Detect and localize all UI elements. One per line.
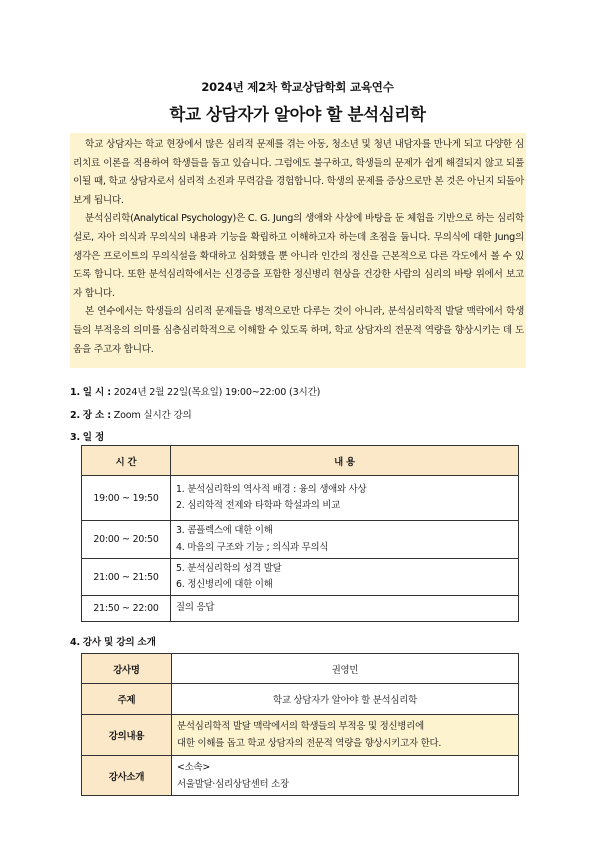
content-value [172, 715, 519, 756]
event-subtitle: 2024년 제2차 학교상담학회 교육연수 [201, 80, 394, 94]
content-line: 분석심리학적 발달 맥락에서의 학생들의 부적응 및 정신병리에 [177, 721, 424, 732]
info-date-value: 2024년 2월 22일(목요일) 19:00~22:00 (3시간) [113, 387, 321, 398]
info-date-key: 일 시 : [82, 387, 111, 398]
table-row [82, 756, 519, 796]
intro-paragraph-3: 본 연수에서는 학생들의 심리적 문제들을 병적으로만 다루는 것이 아니라, 분석심리학적 발달 맥락에서 학생들의 부적응의 의미를 심층심리학적으로 이해할 수 있도록 하며, 학교 상담자의 전문적 역량을 향상시키는 데 도움을 주고자 합니다. [73, 306, 524, 355]
lecture-heading-key: 강사 및 강의 소개 [82, 637, 156, 648]
schedule-line: 5. 분석심리학의 성격 발달 [176, 562, 282, 574]
table-row [82, 559, 519, 596]
bio-line: 서울발달·심리상담센터 소장 [177, 778, 289, 790]
schedule-line: 질의 응답 [176, 602, 215, 614]
schedule-line: 4. 마음의 구조와 기능 ; 의식과 무의식 [176, 541, 329, 553]
topic-value: 학교 상담자가 알아야 할 분석심리학 [172, 684, 519, 715]
topic-label: 주제 [82, 684, 172, 715]
intro-paragraph-1: 학교 상담자는 학교 현장에서 많은 심리적 문제를 겪는 아동, 청소년 및 청년 내담자를 만나게 되고 다양한 심리치료 이론을 적용하여 학생들을 돕고 있습니다. 그럼에도 불구하고, 학생들의 문제가 쉽게 해결되지 않고 되풀이될 때, 학교 상담자로서 심리적 소진과 무력감을 경험합니다. 학생의 문제를 증상으로만 본 것은 아닌지 되돌아보게 됩니다. [73, 139, 524, 206]
info-date-num: 1. [70, 387, 80, 398]
page-title: 학교 상담자가 알아야 할 분석심리학 [169, 105, 426, 124]
schedule-table [81, 445, 519, 622]
schedule-heading-num: 3. [70, 432, 80, 443]
instructor-name: 권영민 [172, 654, 519, 684]
schedule-content [171, 596, 519, 622]
schedule-header-time: 시 간 [82, 446, 171, 476]
table-row [82, 684, 519, 715]
schedule-time: 20:00 ~ 20:50 [82, 521, 171, 559]
table-row [82, 521, 519, 559]
intro-box [70, 133, 526, 368]
schedule-header-row [82, 446, 519, 476]
schedule-header-content: 내 용 [171, 446, 519, 476]
info-place-value: Zoom 실시간 강의 [113, 410, 192, 421]
table-row [82, 715, 519, 756]
schedule-time: 19:00 ~ 19:50 [82, 476, 171, 521]
schedule-heading-key: 일 정 [82, 432, 105, 443]
schedule-line: 2. 심리학적 전제와 타학파 학설과의 비교 [176, 500, 341, 511]
schedule-heading [70, 429, 104, 443]
info-place [70, 407, 192, 421]
schedule-time: 21:00 ~ 21:50 [82, 559, 171, 596]
info-place-key: 장 소 : [82, 410, 111, 421]
instructor-label: 강사명 [82, 654, 172, 684]
lecture-heading-num: 4. [70, 637, 80, 648]
bio-label: 강사소개 [82, 756, 172, 796]
schedule-content [171, 521, 519, 559]
bio-value [172, 756, 519, 796]
schedule-content [171, 476, 519, 521]
schedule-line: 6. 정신병리에 대한 이해 [176, 579, 273, 590]
content-line: 대한 이해를 돕고 학교 상담자의 전문적 역량을 향상시키고자 한다. [177, 738, 442, 749]
lecture-table [81, 653, 519, 796]
info-date [70, 384, 320, 398]
table-row [82, 596, 519, 622]
schedule-line: 1. 분석심리학의 역사적 배경 : 융의 생애와 사상 [176, 483, 367, 495]
schedule-line: 3. 콤플렉스에 대한 이해 [176, 525, 273, 536]
schedule-time: 21:50 ~ 22:00 [82, 596, 171, 622]
intro-paragraph-2: 분석심리학(Analytical Psychology)은 C. G. Jung의 생애와 사상에 바탕을 둔 체험을 기반으로 하는 심리학설로, 자아 의식과 무의식의 내용과 기능을 확립하고 이해하고자 하는데 초점을 둡니다. 무의식에 대한 Jung의 생각은 프로이트의 무의식설을 확대하고 심화했을 뿐 아니라 인간의 정신을 근본적으로 다른 각도에서 볼 수 있도록 합니다. 또한 분석심리학에서는 신경증을 포함한 정신병리 현상을 건강한 사람의 심리의 바탕 위에서 보고자 합니다. [73, 213, 524, 299]
lecture-heading [70, 634, 156, 648]
bio-line: <소속> [177, 761, 211, 773]
content-label: 강의내용 [82, 715, 172, 756]
table-row [82, 476, 519, 521]
schedule-content [171, 559, 519, 596]
table-row [82, 654, 519, 684]
info-place-num: 2. [70, 410, 80, 421]
